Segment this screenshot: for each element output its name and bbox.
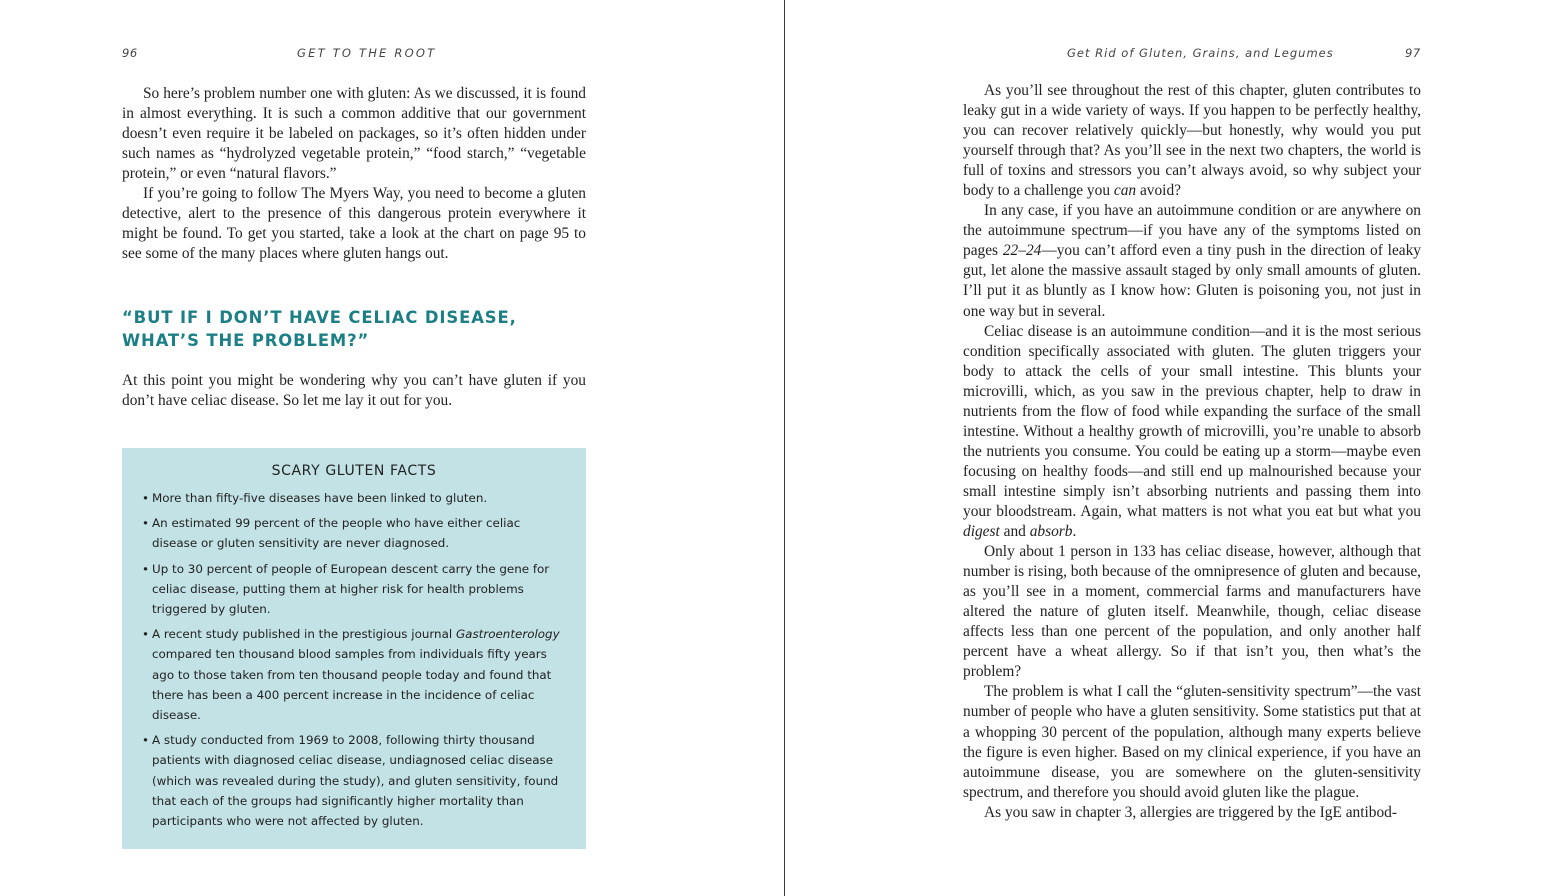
bullet-icon: •: [142, 627, 150, 642]
sidebar-box: [122, 448, 586, 849]
bullet-icon: •: [142, 491, 150, 505]
paragraph: The problem is what I call the “gluten-sensitivity spectrum”—the vast number of people who have a gluten sensitivity. Some statistics put that at a whopping 30 percent of the population, although many experts believe the figure is even higher. Based on my clinical experience, if you have an autoimmune disease, you are somewhere on the gluten-sensitivity spectrum, and therefore you should avoid gluten like the plague.: [963, 683, 1421, 801]
fact-item: • Up to 30 percent of people of European descent carry the gene for celiac disease, putting them at higher risk for health problems triggered by gluten.: [142, 559, 566, 620]
fact-item: • An estimated 99 percent of the people who have either celiac disease or gluten sensitivity are never diagnosed.: [142, 513, 566, 553]
paragraph: Celiac disease is an autoimmune condition—and it is the most serious condition specifically associated with gluten. The gluten triggers your body to attack the cells of your small intestine. This blunts your microvilli, which, as you saw in the previous chapter, help to draw in nutrients from the flow of food while expanding the surface of the small intestine. Without a healthy growth of microvilli, you’re unable to absorb the nutrients you consume. You could be eating up a storm—maybe even focusing on healthy foods—and still end up malnourished because your small intestine simply isn’t absorbing nutrients and passing them into your bloodstream. Again, what matters is not what you eat but what you digest and absorb.: [963, 322, 1421, 541]
section-text: [122, 371, 586, 411]
paragraph: So here’s problem number one with gluten: As we discussed, it is found in almost everything. It is such a common additive that our government doesn’t even require it be labeled on packages, so it’s often hidden under such names as “hydrolyzed vegetable protein,” “food starch,” “vegetable protein,” or even “natural flavors.”: [122, 85, 586, 183]
sidebar-title: SCARY GLUTEN FACTS: [271, 463, 437, 479]
paragraph: In any case, if you have an autoimmune condition or are anywhere on the autoimmune spectrum—if you have any of the symptoms listed on pages 22–24—you can’t afford even a tiny push in the direction of leaky gut, let alone the massive assault staged by only small amounts of gluten. I’ll put it as bluntly as I know how: Gluten is poisoning you, not just in one way but in several.: [963, 202, 1421, 320]
paragraph: As you saw in chapter 3, allergies are triggered by the IgE antibod-: [984, 803, 1397, 821]
page-number-left: 96: [122, 46, 138, 60]
fact-list: [142, 488, 566, 831]
journal-title: Gastroenterology: [455, 627, 560, 642]
paragraph: If you’re going to follow The Myers Way, you need to become a gluten detective, alert to the presence of this dangerous protein everywhere it might be found. To get you started, take a look at the chart on page 95 to see some of the many places where gluten hangs out.: [122, 185, 586, 263]
intro-text: [122, 84, 586, 264]
running-head-right: Get Rid of Gluten, Grains, and Legumes: [1067, 46, 1334, 60]
fact-item: • A recent study published in the prestigious journal Gastroenterology compared ten thousand blood samples from individuals fifty years ago to those taken from ten thousand people today and found that there has been a 400 percent increase in the incidence of celiac disease.: [142, 624, 566, 725]
bullet-icon: •: [142, 733, 150, 748]
page-number-right: 97: [1405, 46, 1421, 60]
section-heading: “BUT IF I DON’T HAVE CELIAC DISEASE, WHAT’S THE PROBLEM?”: [122, 308, 517, 350]
paragraph: At this point you might be wondering why you can’t have gluten if you don’t have celiac disease. So let me lay it out for you.: [122, 372, 586, 410]
running-head-left: GET TO THE ROOT: [297, 46, 437, 60]
right-page: [785, 0, 1568, 896]
body-text: [963, 81, 1421, 823]
paragraph: Only about 1 person in 133 has celiac disease, however, although that number is rising, both because of the omnipresence of gluten and because, as you’ll see in a moment, commercial farms and manufacturers have altered the nature of gluten itself. Meanwhile, though, celiac disease affects less than one percent of the population, and only another half percent have a wheat allergy. So if that isn’t you, then what’s the problem?: [963, 543, 1421, 681]
fact-item: • More than fifty-five diseases have been linked to gluten.: [142, 488, 566, 508]
bullet-icon: •: [142, 516, 150, 531]
paragraph: As you’ll see throughout the rest of this chapter, gluten contributes to leaky gut in a wide variety of ways. If you happen to be perfectly healthy, you can recover relatively quickly—but honestly, why would you put yourself through that? As you’ll see in the next two chapters, the world is full of toxins and stressors you can’t always avoid, so why subject your body to a challenge you can avoid?: [963, 82, 1421, 200]
bullet-icon: •: [142, 561, 150, 576]
fact-item: • A study conducted from 1969 to 2008, following thirty thousand patients with diagnosed celiac disease, undiagnosed celiac disease (which was revealed during the study), and gluten sensitivity, found that each of the groups had significantly higher mortality than participants who were not affected by gluten.: [142, 730, 566, 831]
